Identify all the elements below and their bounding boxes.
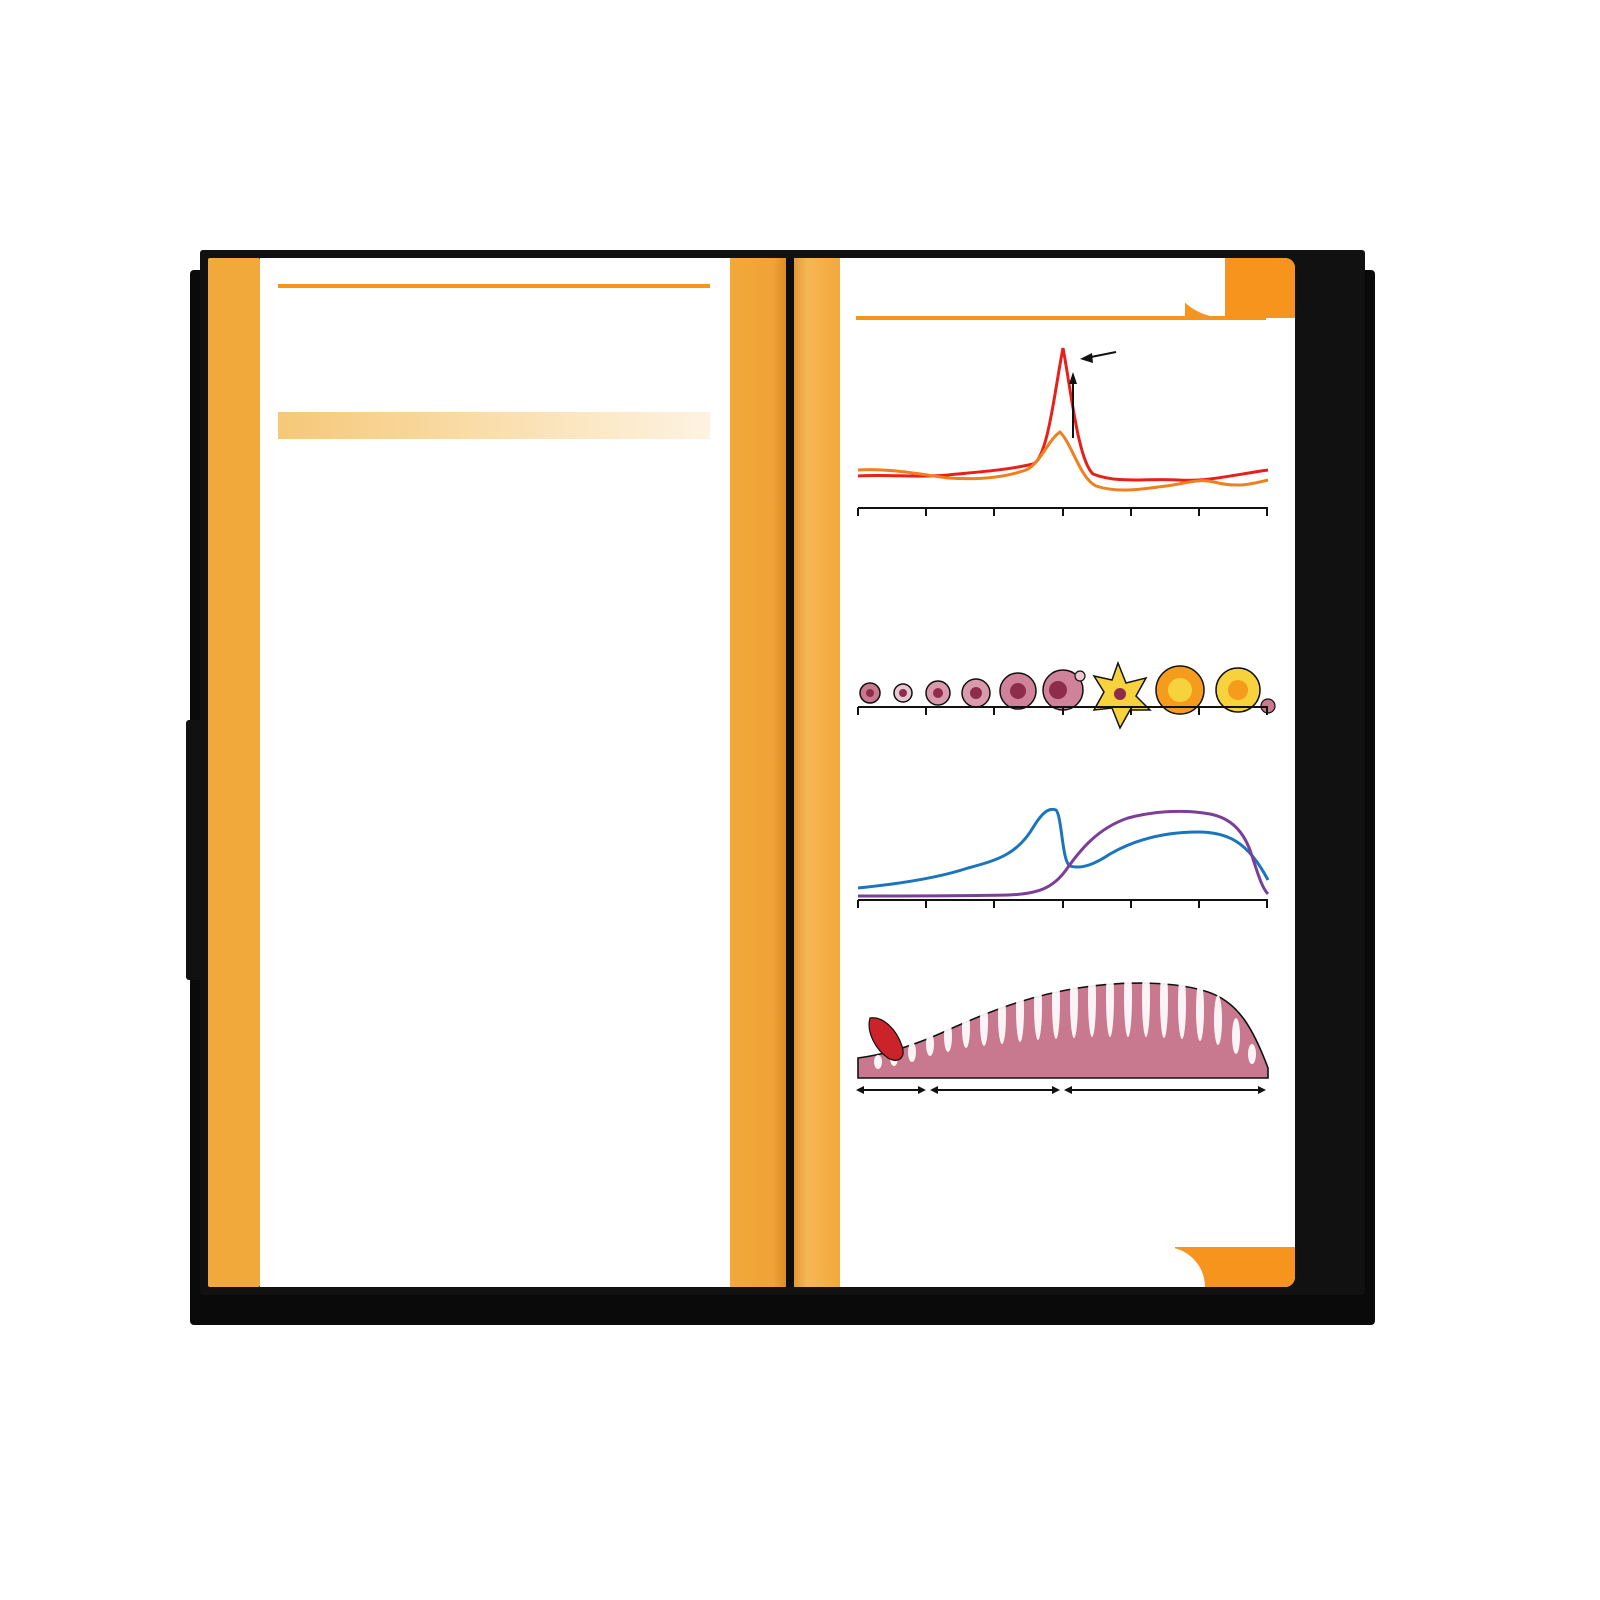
phase-bars bbox=[848, 1082, 1278, 1108]
left-page bbox=[260, 258, 730, 1287]
ovary-axis bbox=[848, 704, 1278, 718]
uterine-lining-plot bbox=[848, 958, 1278, 1083]
right-page bbox=[840, 258, 1295, 1287]
title-rule bbox=[278, 284, 710, 288]
gonadotropins-plot bbox=[848, 328, 1278, 538]
ovary-sequence bbox=[848, 638, 1278, 758]
spiral-book bbox=[200, 250, 1380, 1310]
figure-ovary bbox=[848, 580, 1278, 770]
figure-gonadotropins bbox=[848, 328, 1278, 568]
right-tab-strip[interactable] bbox=[1295, 258, 1357, 1287]
right-title-rule bbox=[856, 316, 1266, 320]
spiral-binding bbox=[730, 258, 840, 1287]
hormones-plot bbox=[848, 770, 1278, 925]
corner-decoration bbox=[1185, 258, 1295, 318]
figure-hormones bbox=[848, 770, 1278, 960]
figure-uterine bbox=[848, 958, 1278, 1258]
left-side-tab[interactable] bbox=[208, 258, 260, 1287]
left-cover-edge bbox=[186, 720, 202, 980]
section-band bbox=[278, 412, 710, 439]
